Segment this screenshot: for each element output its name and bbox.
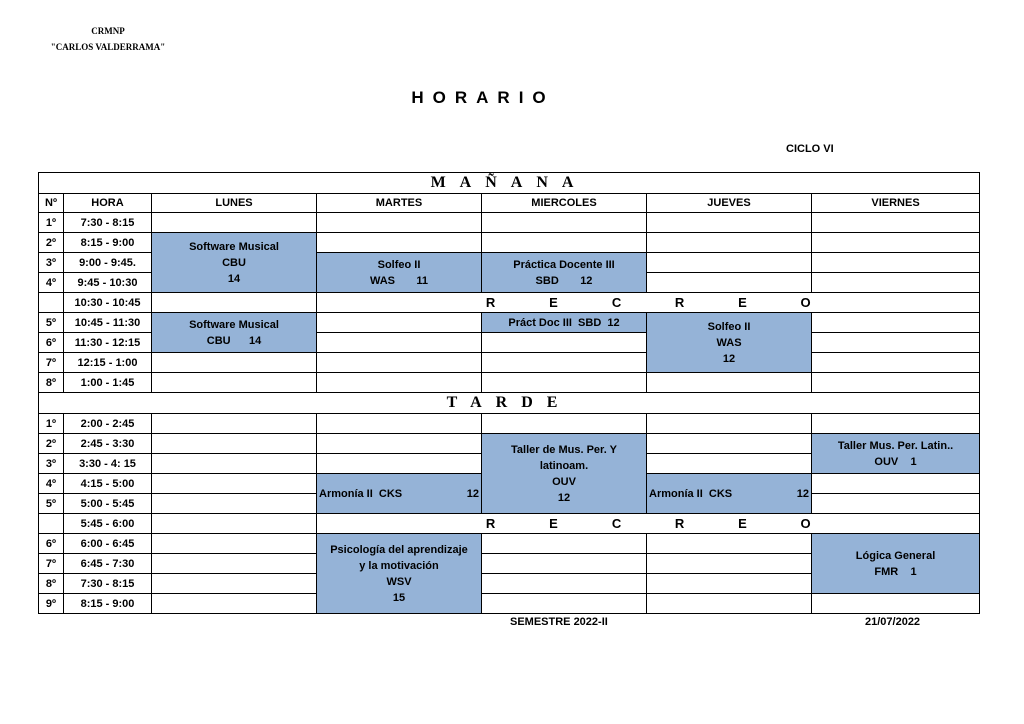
empty-cell	[317, 313, 482, 333]
empty-cell	[812, 373, 980, 393]
row-time: 6:00 - 6:45	[64, 534, 152, 554]
course-code: OUV	[552, 475, 576, 488]
row-num: 2º	[39, 233, 64, 253]
page-title: HORARIO	[411, 88, 555, 107]
empty-cell	[647, 253, 812, 273]
row-time: 2:45 - 3:30	[64, 434, 152, 454]
empty-cell	[482, 534, 647, 554]
empty-cell	[647, 434, 812, 454]
col-jueves: JUEVES	[647, 194, 812, 213]
course-name-line1: Taller de Mus. Per. Y	[511, 443, 617, 456]
row-time: 4:15 - 5:00	[64, 474, 152, 494]
empty-cell	[647, 373, 812, 393]
empty-cell	[647, 213, 812, 233]
course-room: 12	[796, 487, 809, 500]
course-name-line1: Psicología del aprendizaje	[330, 543, 468, 556]
row-num: 7º	[39, 554, 64, 574]
col-lunes: LUNES	[152, 194, 317, 213]
course-name: Taller Mus. Per. Latin..	[837, 439, 954, 452]
empty-cell	[152, 594, 317, 614]
row-time: 8:15 - 9:00	[64, 233, 152, 253]
course-name-line2: latinoam.	[539, 459, 589, 472]
empty-cell	[152, 353, 317, 373]
course-practica-docente-short: Práct Doc III SBD 12	[482, 313, 647, 333]
empty-cell	[152, 474, 317, 494]
course-software-musical	[152, 313, 317, 353]
course-software-musical	[152, 233, 317, 293]
course-solfeo	[647, 313, 812, 373]
schedule-table	[38, 172, 980, 614]
empty-cell	[812, 213, 980, 233]
empty-cell	[152, 554, 317, 574]
course-code-room: CBU 14	[206, 334, 262, 347]
empty-cell	[647, 414, 812, 434]
row-num: 4º	[39, 273, 64, 293]
empty-cell	[317, 454, 482, 474]
empty-cell	[812, 414, 980, 434]
row-time: 12:15 - 1:00	[64, 353, 152, 373]
empty-cell	[152, 373, 317, 393]
row-num: 5º	[39, 494, 64, 514]
row-num: 5º	[39, 313, 64, 333]
course-code: CBU	[222, 256, 246, 269]
institution-code: CRMNP	[91, 26, 125, 36]
course-armonia	[647, 474, 812, 514]
course-name: Práctica Docente III	[513, 258, 615, 271]
row-num: 9º	[39, 594, 64, 614]
empty-cell	[647, 534, 812, 554]
course-armonia	[317, 474, 482, 514]
row-time: 10:45 - 11:30	[64, 313, 152, 333]
row-time: 1:00 - 1:45	[64, 373, 152, 393]
morning-header: MAÑANA	[39, 173, 980, 194]
course-room: 12	[557, 491, 571, 504]
empty-cell	[152, 414, 317, 434]
col-viernes: VIERNES	[812, 194, 980, 213]
empty-cell	[647, 554, 812, 574]
empty-cell	[647, 594, 812, 614]
row-time: 7:30 - 8:15	[64, 574, 152, 594]
col-num: Nº	[39, 194, 64, 213]
course-logica	[812, 534, 980, 594]
course-name: Armonía II CKS	[649, 487, 733, 500]
row-num: 8º	[39, 574, 64, 594]
empty-cell	[482, 554, 647, 574]
row-num: 1º	[39, 213, 64, 233]
row-time: 9:00 - 9:45.	[64, 253, 152, 273]
empty-cell	[482, 594, 647, 614]
course-room: 12	[466, 487, 479, 500]
empty-cell	[152, 574, 317, 594]
empty-cell	[482, 373, 647, 393]
course-name: Solfeo II	[377, 258, 421, 271]
course-code-room: WAS 11	[369, 274, 429, 287]
course-code: WAS	[716, 336, 742, 349]
row-time: 5:45 - 6:00	[64, 514, 152, 534]
empty-cell	[812, 594, 980, 614]
empty-cell	[152, 534, 317, 554]
row-time: 9:45 - 10:30	[64, 273, 152, 293]
empty-cell	[647, 273, 812, 293]
empty-cell	[812, 273, 980, 293]
course-name: Armonía II CKS	[319, 487, 403, 500]
recess-banner: R E C R E O	[317, 514, 980, 534]
row-num: 7º	[39, 353, 64, 373]
empty-cell	[482, 333, 647, 353]
empty-cell	[647, 454, 812, 474]
row-time: 2:00 - 2:45	[64, 414, 152, 434]
course-code: WSV	[386, 575, 412, 588]
empty-cell	[812, 233, 980, 253]
empty-cell	[482, 233, 647, 253]
empty-cell	[812, 494, 980, 514]
row-time: 5:00 - 5:45	[64, 494, 152, 514]
course-room: 15	[392, 591, 406, 604]
row-num	[39, 293, 64, 313]
row-time: 8:15 - 9:00	[64, 594, 152, 614]
empty-cell	[152, 434, 317, 454]
course-room: 14	[227, 272, 241, 285]
institution-name: "CARLOS VALDERRAMA"	[50, 42, 166, 52]
empty-cell	[317, 333, 482, 353]
empty-cell	[812, 474, 980, 494]
date-label: 21/07/2022	[865, 616, 921, 628]
row-num: 2º	[39, 434, 64, 454]
course-room: 12	[722, 352, 736, 365]
semester-label: SEMESTRE 2022-II	[510, 616, 608, 628]
course-name: Solfeo II	[707, 320, 751, 333]
cycle-label: CICLO VI	[786, 143, 834, 155]
course-taller-musica	[482, 434, 647, 514]
row-time: 11:30 - 12:15	[64, 333, 152, 353]
empty-cell	[812, 353, 980, 373]
col-martes: MARTES	[317, 194, 482, 213]
col-miercoles: MIERCOLES	[482, 194, 647, 213]
row-num: 6º	[39, 534, 64, 554]
col-hora: HORA	[64, 194, 152, 213]
course-psicologia	[317, 534, 482, 614]
course-solfeo	[317, 253, 482, 293]
row-num: 3º	[39, 253, 64, 273]
course-code-room: FMR 1	[874, 565, 917, 578]
empty-cell	[812, 253, 980, 273]
course-name: Software Musical	[189, 240, 279, 253]
course-name: Lógica General	[855, 549, 936, 562]
empty-cell	[152, 454, 317, 474]
course-code-room: SBD 12	[535, 274, 593, 287]
row-num	[39, 514, 64, 534]
course-code-room: OUV 1	[874, 455, 917, 468]
empty-cell	[317, 414, 482, 434]
empty-cell	[317, 373, 482, 393]
row-num: 8º	[39, 373, 64, 393]
row-num: 4º	[39, 474, 64, 494]
recess-banner: R E C R E O	[317, 293, 980, 313]
empty-cell	[317, 213, 482, 233]
row-num: 3º	[39, 454, 64, 474]
empty-cell	[482, 414, 647, 434]
course-name-line2: y la motivación	[359, 559, 439, 572]
empty-cell	[647, 574, 812, 594]
row-num: 6º	[39, 333, 64, 353]
empty-cell	[152, 213, 317, 233]
empty-cell	[482, 213, 647, 233]
empty-cell	[812, 313, 980, 333]
empty-cell	[152, 293, 317, 313]
course-practica-docente	[482, 253, 647, 293]
empty-cell	[317, 353, 482, 373]
empty-cell	[647, 233, 812, 253]
empty-cell	[482, 574, 647, 594]
row-time: 3:30 - 4: 15	[64, 454, 152, 474]
empty-cell	[152, 514, 317, 534]
row-num: 1º	[39, 414, 64, 434]
empty-cell	[317, 434, 482, 454]
empty-cell	[482, 353, 647, 373]
empty-cell	[152, 494, 317, 514]
empty-cell	[317, 233, 482, 253]
row-time: 7:30 - 8:15	[64, 213, 152, 233]
course-name: Software Musical	[189, 318, 279, 331]
empty-cell	[812, 333, 980, 353]
afternoon-header: TARDE	[39, 393, 980, 414]
course-taller-latin	[812, 434, 980, 474]
row-time: 10:30 - 10:45	[64, 293, 152, 313]
row-time: 6:45 - 7:30	[64, 554, 152, 574]
